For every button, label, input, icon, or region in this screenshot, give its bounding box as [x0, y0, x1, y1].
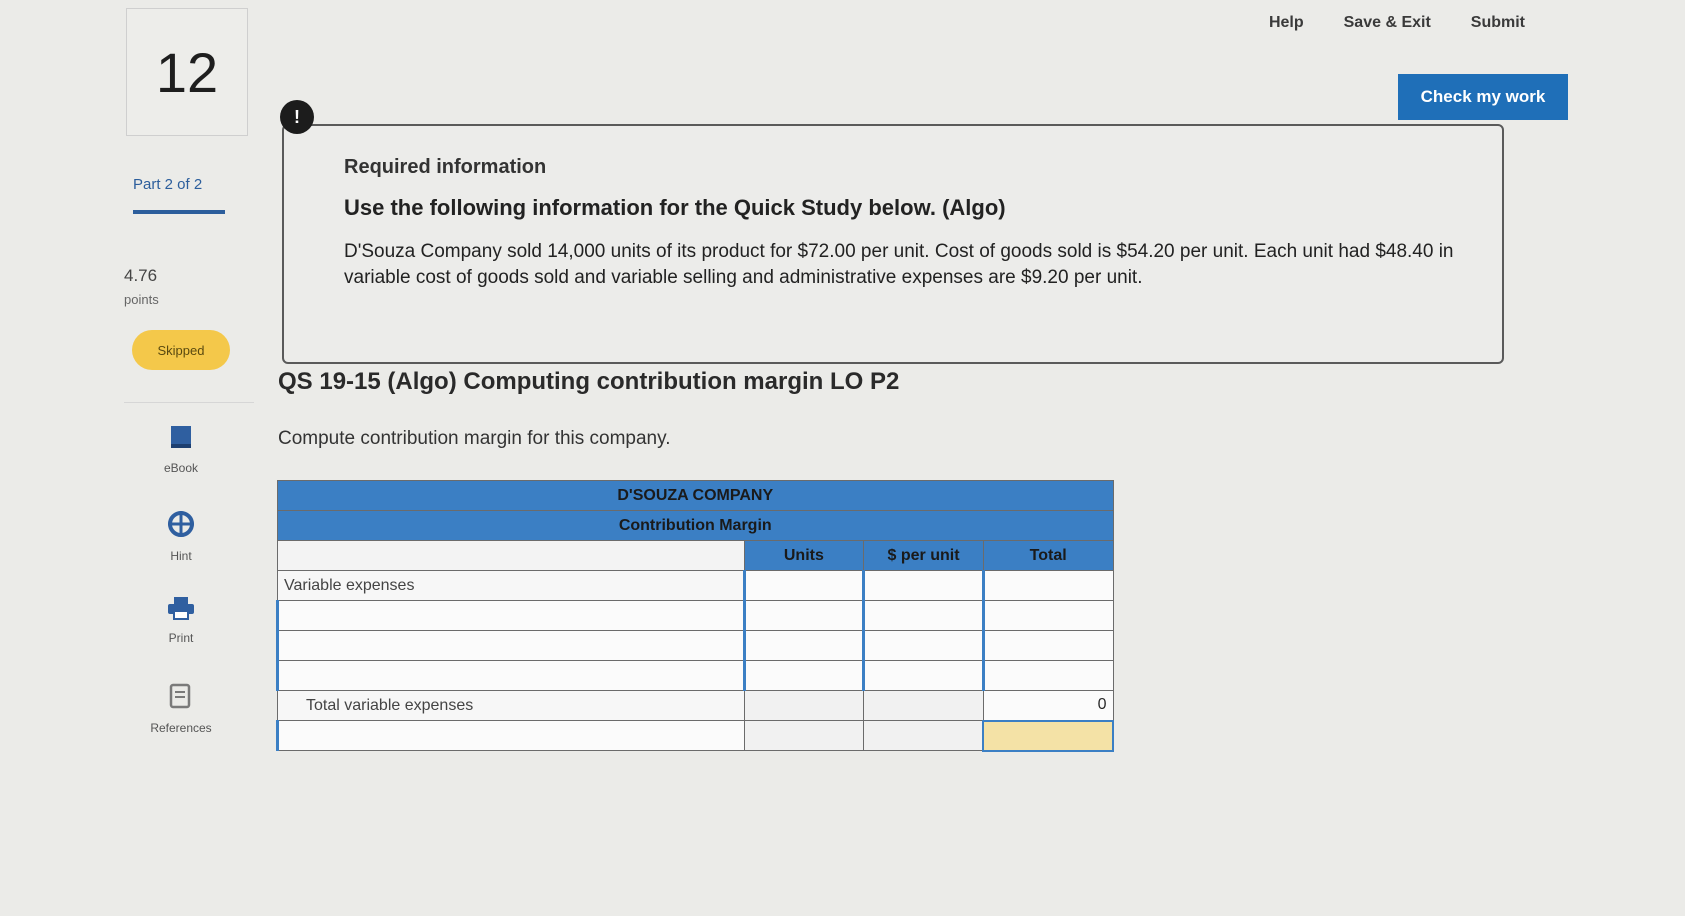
units-cell: [744, 691, 864, 721]
references-icon: [136, 682, 226, 715]
total-input[interactable]: [983, 661, 1113, 691]
submit-link[interactable]: Submit: [1470, 14, 1525, 31]
question-number: 12: [155, 40, 219, 104]
save-exit-link[interactable]: Save & Exit: [1343, 14, 1431, 31]
print-icon: [136, 596, 226, 625]
alert-icon: !: [280, 100, 314, 134]
statement-header: Contribution Margin: [278, 511, 1114, 541]
label-column-header: [278, 541, 745, 571]
print-tool[interactable]: [136, 596, 226, 647]
part-indicator[interactable]: Part 2 of 2: [133, 176, 203, 193]
per-unit-input[interactable]: [864, 661, 984, 691]
total-variable-expenses-label: Total variable expenses: [278, 691, 745, 721]
per-unit-input[interactable]: [864, 631, 984, 661]
expense-label-input[interactable]: [278, 661, 745, 691]
question-instruction: Compute contribution margin for this company.: [278, 428, 671, 449]
part-progress-bar: [133, 210, 225, 214]
ebook-tool[interactable]: [136, 424, 226, 477]
per-unit-cell: [864, 691, 984, 721]
total-input[interactable]: [983, 601, 1113, 631]
units-cell: [744, 721, 864, 751]
contribution-margin-worksheet: [276, 480, 1114, 752]
total-input[interactable]: [983, 571, 1113, 601]
points-value: 4.76: [124, 266, 158, 285]
references-label: References: [150, 721, 212, 735]
table-row: [278, 631, 1114, 661]
required-info-box: [282, 124, 1504, 364]
per-unit-input[interactable]: [864, 571, 984, 601]
expense-label-input[interactable]: [278, 601, 745, 631]
total-variable-expenses-value: 0: [983, 691, 1113, 721]
result-label-input[interactable]: [278, 721, 745, 751]
top-nav: [1269, 14, 1525, 32]
variable-expenses-label: Variable expenses: [278, 571, 745, 601]
company-header: D'SOUZA COMPANY: [278, 481, 1114, 511]
print-label: Print: [168, 631, 194, 645]
table-row: [278, 601, 1114, 631]
info-body: D'Souza Company sold 14,000 units of its product for $72.00 per unit. Cost of goods sold is $54.20 per unit. Each unit had $48.40 in variable cost of goods sold and variable selling and administrative expenses are $9.20 per unit.: [344, 241, 1454, 288]
table-row: [278, 691, 1114, 721]
contribution-margin-total-input[interactable]: [983, 721, 1113, 751]
question-title: QS 19-15 (Algo) Computing contribution margin LO P2: [278, 368, 900, 395]
units-column-header: Units: [744, 541, 864, 571]
info-subtitle: Use the following information for the Quick Study below. (Algo): [344, 195, 1006, 220]
hint-icon: [136, 510, 226, 543]
info-title: Required information: [344, 156, 547, 178]
per-unit-column-header: $ per unit: [864, 541, 984, 571]
expense-label-input[interactable]: [278, 631, 745, 661]
units-input[interactable]: [744, 661, 864, 691]
per-unit-cell: [864, 721, 984, 751]
hint-tool[interactable]: [136, 510, 226, 565]
table-row: [278, 661, 1114, 691]
ebook-label: eBook: [163, 461, 199, 475]
question-number-box: [126, 8, 248, 136]
table-row: [278, 721, 1114, 751]
units-input[interactable]: [744, 601, 864, 631]
per-unit-input[interactable]: [864, 601, 984, 631]
units-input[interactable]: [744, 631, 864, 661]
book-icon: [136, 424, 226, 455]
points-label: points: [124, 292, 159, 307]
table-row: [278, 571, 1114, 601]
hint-label: Hint: [170, 549, 192, 563]
sidebar-divider: [124, 402, 254, 403]
total-input[interactable]: [983, 631, 1113, 661]
check-my-work-button[interactable]: Check my work: [1398, 74, 1568, 120]
references-tool[interactable]: [136, 682, 226, 737]
status-badge: Skipped: [132, 330, 230, 370]
units-input[interactable]: [744, 571, 864, 601]
help-link[interactable]: Help: [1268, 14, 1304, 31]
total-column-header: Total: [983, 541, 1113, 571]
